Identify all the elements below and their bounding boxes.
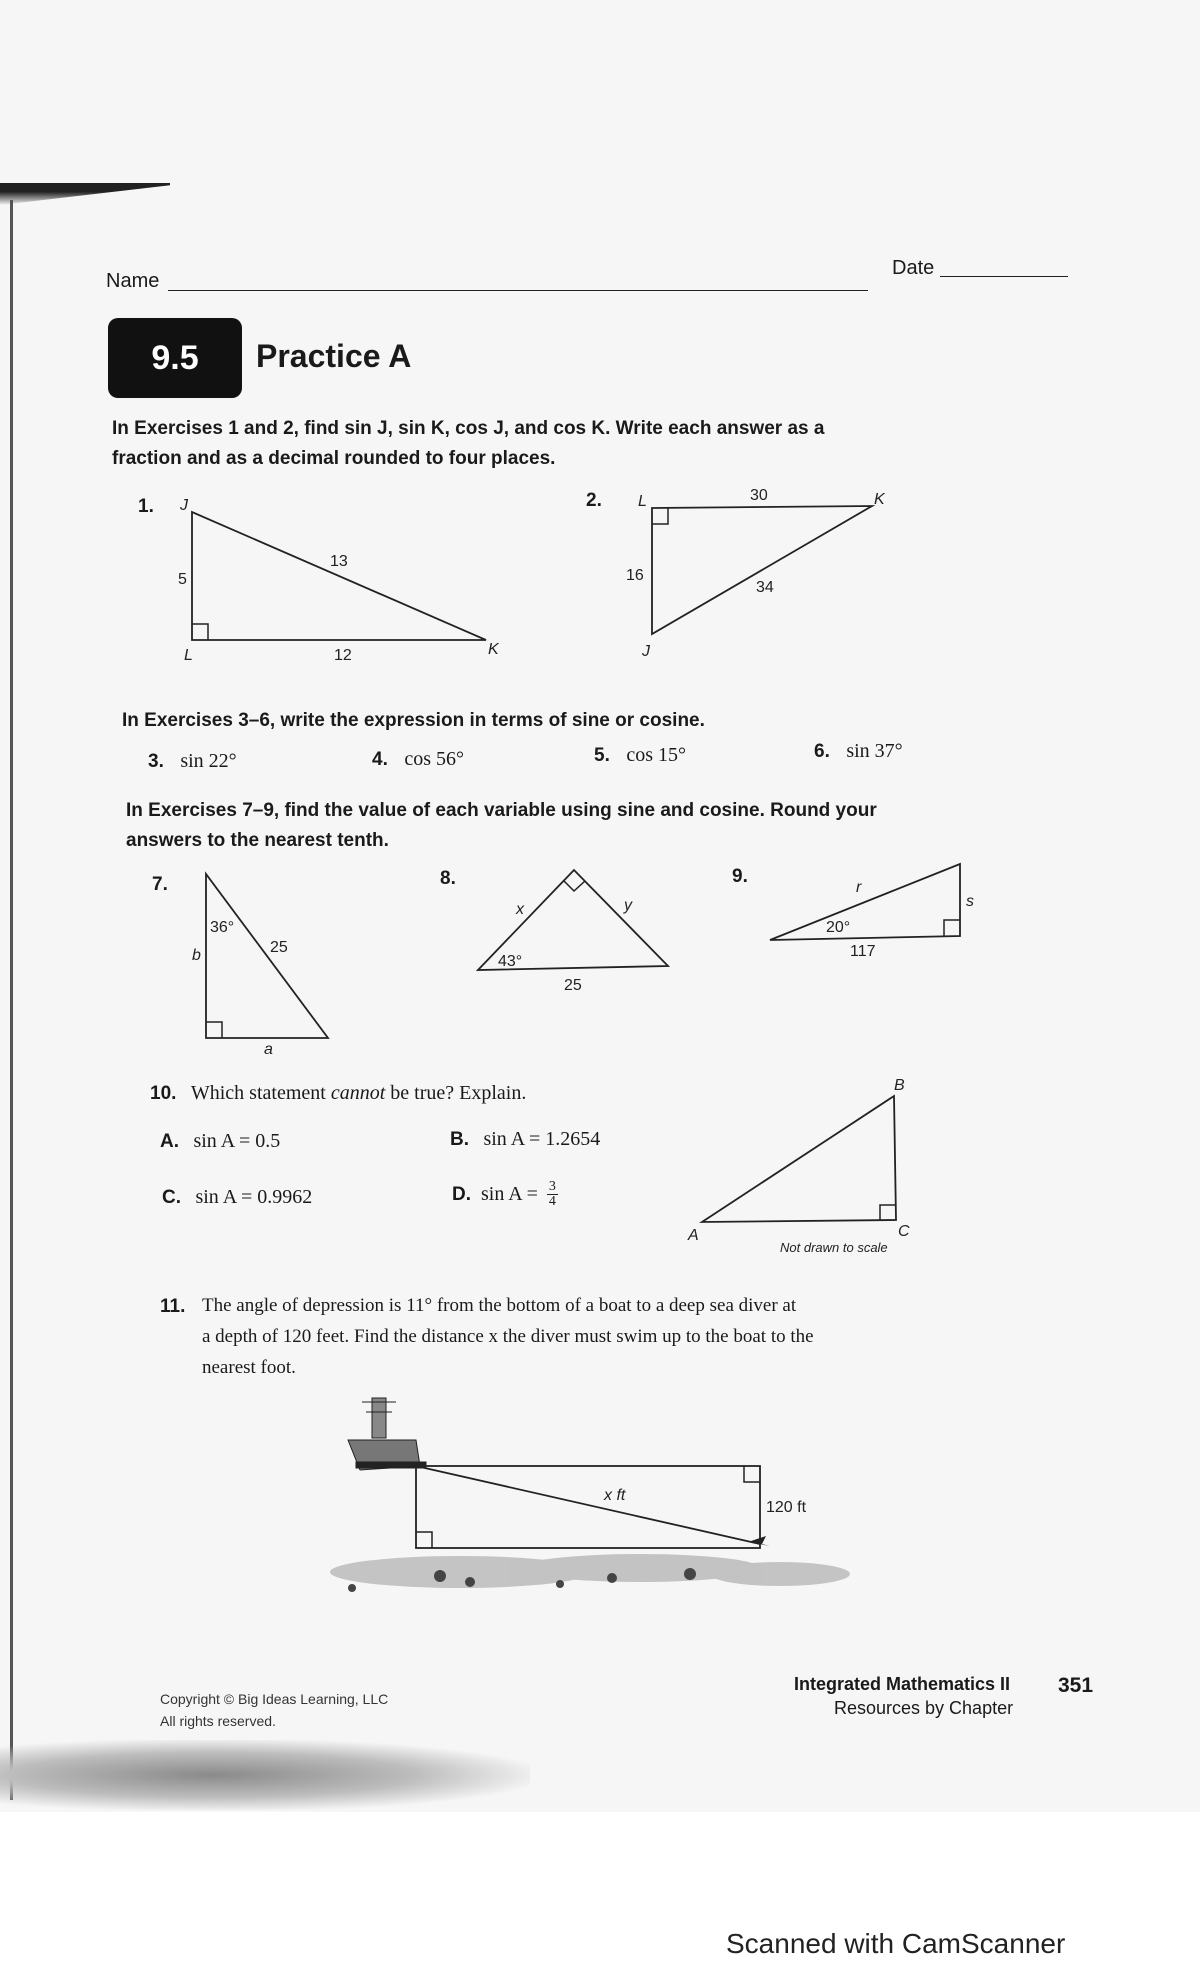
ex4-expression: cos 56° — [404, 748, 464, 770]
ex11-right-angle-bottom — [416, 1532, 432, 1548]
ex10-text-post: be true? Explain. — [385, 1082, 527, 1104]
ex10-option-d-letter: D. — [452, 1183, 471, 1205]
ex10-vertex-B: B — [894, 1077, 905, 1094]
ex8-number: 8. — [440, 868, 456, 889]
ex9-base: 117 — [850, 943, 876, 960]
ex11-right-angle-top — [744, 1466, 760, 1482]
ex8-side-y: y — [624, 897, 632, 914]
section-number: 9.5 — [151, 338, 199, 377]
ex10-triangle-shape — [702, 1096, 896, 1222]
ex11-line-1: The angle of depression is 11° from the bottom of a boat to a deep sea diver at — [202, 1295, 797, 1316]
book-subtitle: Resources by Chapter — [834, 1698, 1014, 1718]
ex2-right-angle — [652, 508, 668, 524]
ex10-option-a-expr: sin A = 0.5 — [193, 1130, 281, 1152]
ex8-right-angle — [564, 881, 585, 891]
ex5-item — [594, 744, 686, 767]
ex9-triangle-shape — [770, 864, 960, 940]
ex6-item — [814, 740, 903, 763]
ex6-expression: sin 37° — [846, 740, 903, 762]
ex10-text-pre: Which statement — [190, 1082, 331, 1104]
copyright — [160, 1688, 388, 1732]
ex1-vertex-K: K — [488, 641, 499, 658]
ex2-side-16: 16 — [626, 567, 644, 584]
ex7-right-angle — [206, 1022, 222, 1038]
ex10-option-d-expr: sin A = — [481, 1183, 543, 1205]
ex10-right-angle — [880, 1205, 896, 1221]
instructions-ex7-9: In Exercises 7–9, find the value of each variable using sine and cosine. Round your answers to the nearest tenth. — [126, 800, 877, 851]
seafloor — [330, 1554, 850, 1588]
ex3-expression: sin 22° — [180, 750, 237, 772]
ex1-triangle-shape — [192, 512, 486, 640]
ex5-number: 5. — [594, 745, 610, 766]
name-line — [168, 290, 868, 291]
boat-icon — [348, 1398, 426, 1470]
ex11-text — [202, 1290, 922, 1383]
ex10-vertex-C: C — [898, 1223, 910, 1240]
ex10-vertex-A: A — [688, 1227, 699, 1244]
date-label: Date — [892, 257, 935, 279]
page-number: 351 — [1058, 1674, 1094, 1697]
ex1-right-angle — [192, 624, 208, 640]
ex10-number: 10. — [150, 1083, 177, 1104]
ex2-side-30: 30 — [750, 487, 768, 504]
ex6-number: 6. — [814, 741, 830, 762]
ex10-text-emph: cannot — [330, 1082, 386, 1104]
scan-left-rule — [10, 200, 13, 1800]
ex1-side-13: 13 — [330, 553, 348, 570]
ex7-side-b: b — [192, 947, 201, 964]
ex4-number: 4. — [372, 749, 388, 770]
ex9-side-r: r — [856, 879, 862, 896]
ex11-depth-label: 120 ft — [766, 1499, 807, 1516]
scan-edge-mark — [0, 183, 170, 205]
ex10-option-c-expr: sin A = 0.9962 — [195, 1186, 313, 1208]
ex2-number: 2. — [586, 490, 602, 511]
ex10-option-b-expr: sin A = 1.2654 — [483, 1128, 601, 1150]
ex3-item — [148, 750, 237, 773]
ex10-option-c — [162, 1186, 312, 1209]
ex11-line-3: nearest foot. — [202, 1357, 296, 1378]
rights-line: All rights reserved. — [160, 1713, 276, 1729]
ex7-hypotenuse: 25 — [270, 939, 288, 956]
ex9-right-angle — [944, 920, 960, 936]
ex10-option-b — [450, 1128, 600, 1151]
ex10-option-a — [160, 1130, 280, 1153]
ex10-note: Not drawn to scale — [780, 1240, 888, 1255]
ex3-number: 3. — [148, 751, 164, 772]
copyright-line: Copyright © Big Ideas Learning, LLC — [160, 1691, 389, 1707]
ex5-expression: cos 15° — [626, 744, 686, 766]
ex10-question — [150, 1082, 526, 1105]
name-label: Name — [106, 270, 160, 292]
camscanner-watermark: Scanned with CamScanner — [726, 1928, 1066, 1959]
ex10-option-c-letter: C. — [162, 1187, 181, 1208]
ex2-triangle-shape — [652, 506, 872, 634]
fraction-numerator: 3 — [548, 1179, 556, 1194]
ex7-angle: 36° — [210, 919, 235, 936]
scan-bottom-shadow — [0, 1740, 530, 1810]
ex2-vertex-L: L — [638, 493, 647, 510]
ex8-base: 25 — [564, 977, 582, 994]
ex11-line-2: a depth of 120 feet. Find the distance x the diver must swim up to the boat to the — [202, 1326, 814, 1347]
ex1-side-5: 5 — [178, 571, 187, 588]
ex11-x-label: x ft — [604, 1487, 626, 1504]
ex9-side-s: s — [966, 893, 974, 910]
ex2-vertex-J: J — [642, 643, 650, 660]
ex1-vertex-J: J — [180, 497, 188, 514]
ex2-vertex-K: K — [874, 491, 885, 508]
ex1-number: 1. — [138, 496, 154, 517]
ex9-number: 9. — [732, 866, 748, 887]
ex7-number: 7. — [152, 874, 168, 895]
ex8-angle: 43° — [498, 953, 523, 970]
ex2-side-34: 34 — [756, 579, 774, 596]
ex7-triangle-shape — [206, 874, 328, 1038]
ex1-side-12: 12 — [334, 647, 352, 664]
instructions-ex1-2: In Exercises 1 and 2, find sin J, sin K, cos J, and cos K. Write each answer as a fraction and as a decimal rounded to four places. — [112, 418, 825, 469]
ex10-option-d — [452, 1180, 558, 1209]
ex7-side-a: a — [264, 1041, 273, 1058]
instructions-ex3-6: In Exercises 3–6, write the expression in terms of sine or cosine. — [122, 710, 705, 731]
date-line — [940, 276, 1068, 277]
page-title: Practice A — [256, 338, 412, 374]
ex8-side-x: x — [516, 901, 524, 918]
ex11-line-of-sight — [416, 1466, 760, 1544]
ex4-item — [372, 748, 464, 771]
ex10-option-a-letter: A. — [160, 1131, 179, 1152]
fraction-denominator: 4 — [548, 1194, 556, 1209]
ex10-option-d-fraction — [547, 1180, 558, 1209]
book-title: Integrated Mathematics II — [794, 1674, 1011, 1694]
ex9-angle: 20° — [826, 919, 851, 936]
ex11-number: 11. — [160, 1296, 186, 1317]
section-badge — [108, 318, 242, 398]
ex1-vertex-L: L — [184, 647, 193, 664]
ex10-option-b-letter: B. — [450, 1129, 469, 1150]
